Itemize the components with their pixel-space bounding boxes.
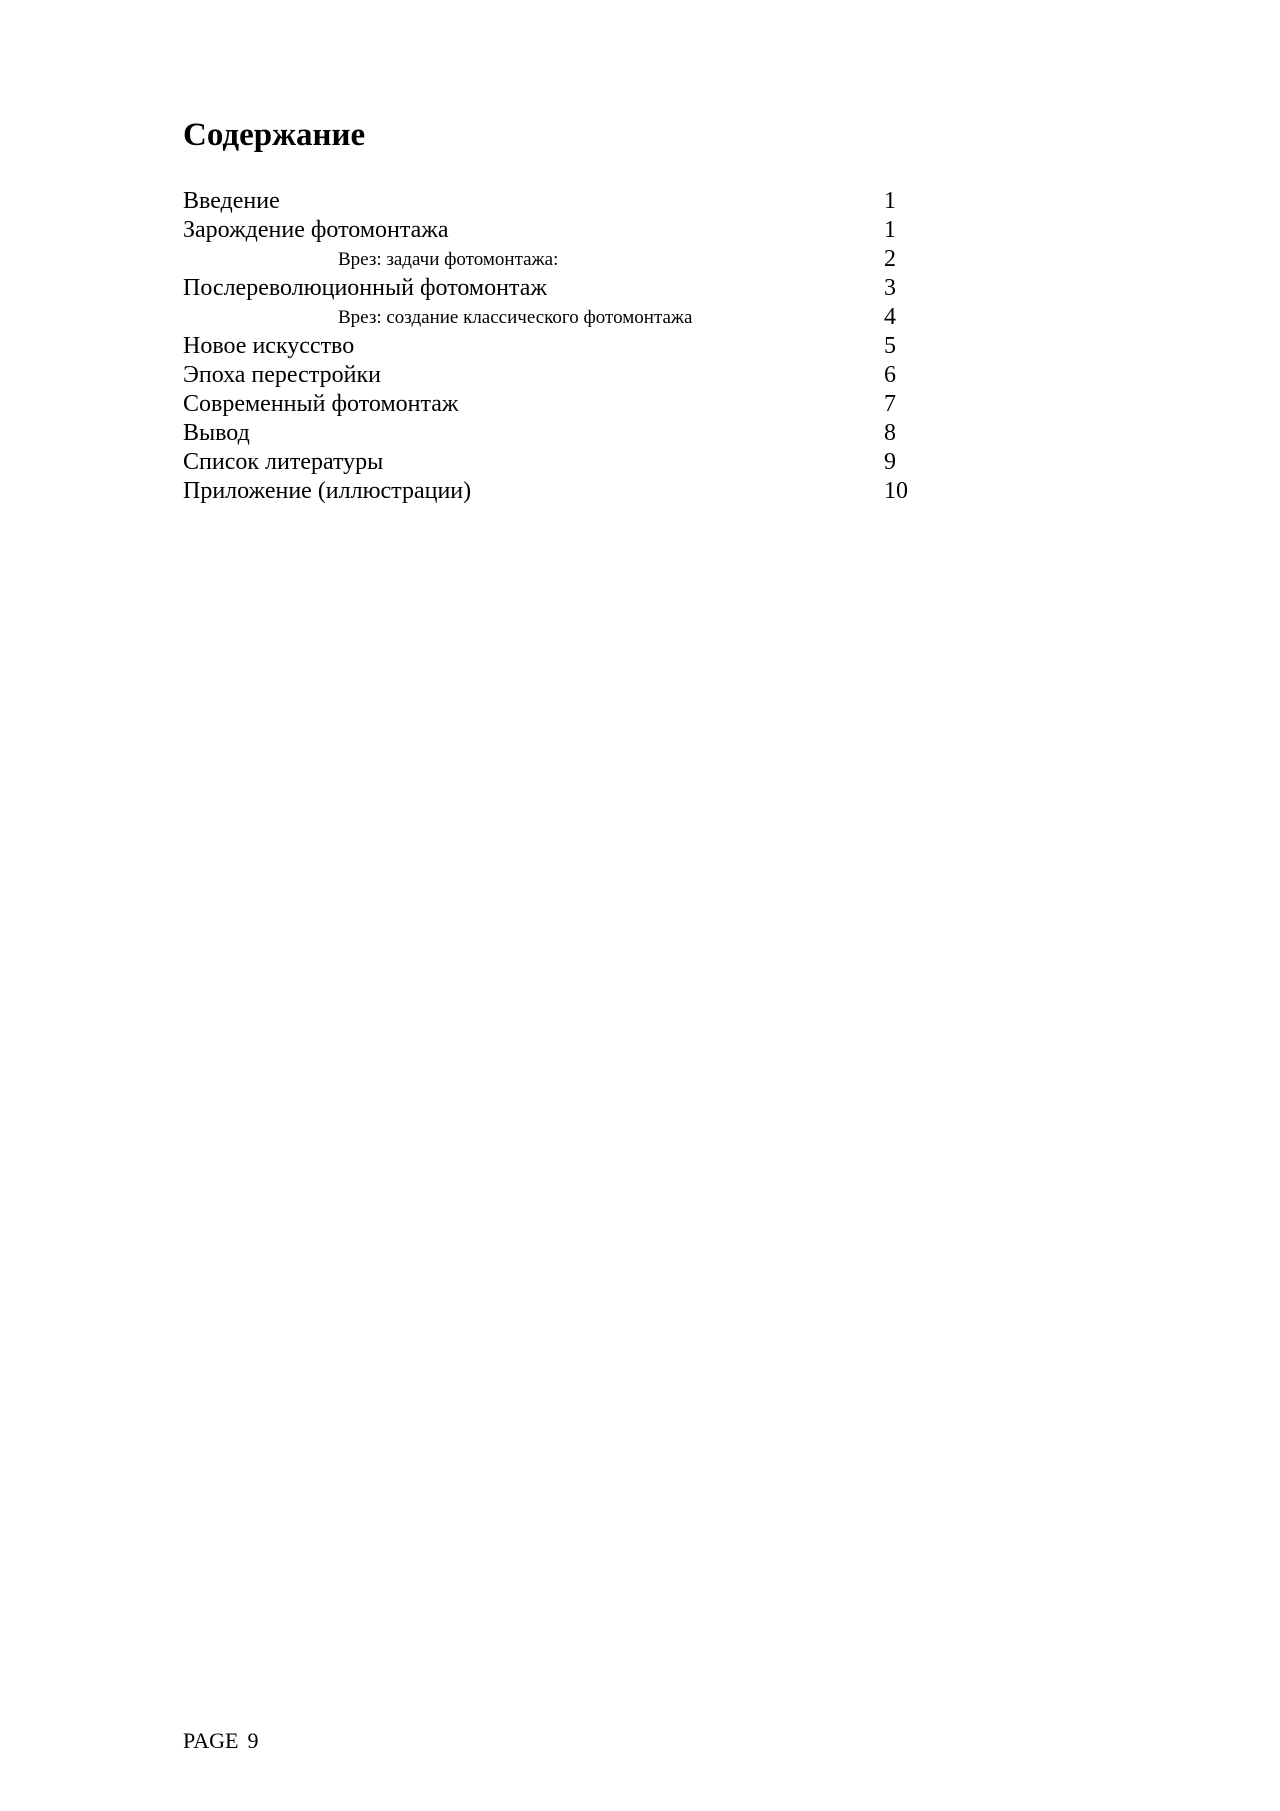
toc-subentry-page: 2 bbox=[884, 246, 896, 272]
toc-title: Содержание bbox=[183, 117, 366, 153]
toc-entry-label: Вывод bbox=[183, 420, 250, 446]
toc-entry bbox=[183, 187, 923, 216]
toc-entry-label: Современный фотомонтаж bbox=[183, 391, 459, 417]
toc-entry bbox=[183, 448, 923, 477]
toc-entry-label: Зарождение фотомонтажа bbox=[183, 217, 449, 243]
page-number: 9 bbox=[247, 1728, 259, 1753]
toc-subentry bbox=[183, 245, 923, 274]
toc-entry bbox=[183, 361, 923, 390]
toc-entry-page: 3 bbox=[884, 275, 896, 301]
toc-list bbox=[183, 187, 923, 506]
page-footer-label: PAGE bbox=[183, 1728, 239, 1753]
toc-entry-page: 7 bbox=[884, 391, 896, 417]
toc-entry-page: 6 bbox=[884, 362, 896, 388]
toc-entry-page: 1 bbox=[884, 217, 896, 243]
toc-entry-page: 10 bbox=[884, 478, 908, 504]
toc-subentry-page: 4 bbox=[884, 304, 896, 330]
toc-subentry bbox=[183, 303, 923, 332]
toc-entry-label: Приложение (иллюстрации) bbox=[183, 478, 472, 504]
toc-entry-label: Список литературы bbox=[183, 449, 384, 475]
toc-entry bbox=[183, 274, 923, 303]
toc-entry bbox=[183, 332, 923, 361]
toc-entry bbox=[183, 216, 923, 245]
toc-entry-page: 9 bbox=[884, 449, 896, 475]
toc-entry bbox=[183, 477, 923, 506]
toc-entry-page: 8 bbox=[884, 420, 896, 446]
toc-entry-label: Введение bbox=[183, 188, 280, 214]
page-footer bbox=[183, 1727, 258, 1755]
toc-entry-label: Послереволюционный фотомонтаж bbox=[183, 275, 547, 301]
toc-entry-page: 5 bbox=[884, 333, 896, 359]
toc-entry-label: Новое искусство bbox=[183, 333, 355, 359]
toc-entry-label: Эпоха перестройки bbox=[183, 362, 381, 388]
toc-entry-page: 1 bbox=[884, 188, 896, 214]
toc-entry bbox=[183, 390, 923, 419]
toc-subentry-label: Врез: задачи фотомонтажа: bbox=[338, 249, 559, 270]
toc-subentry-label: Врез: создание классического фотомонтажа bbox=[338, 307, 693, 328]
toc-entry bbox=[183, 419, 923, 448]
